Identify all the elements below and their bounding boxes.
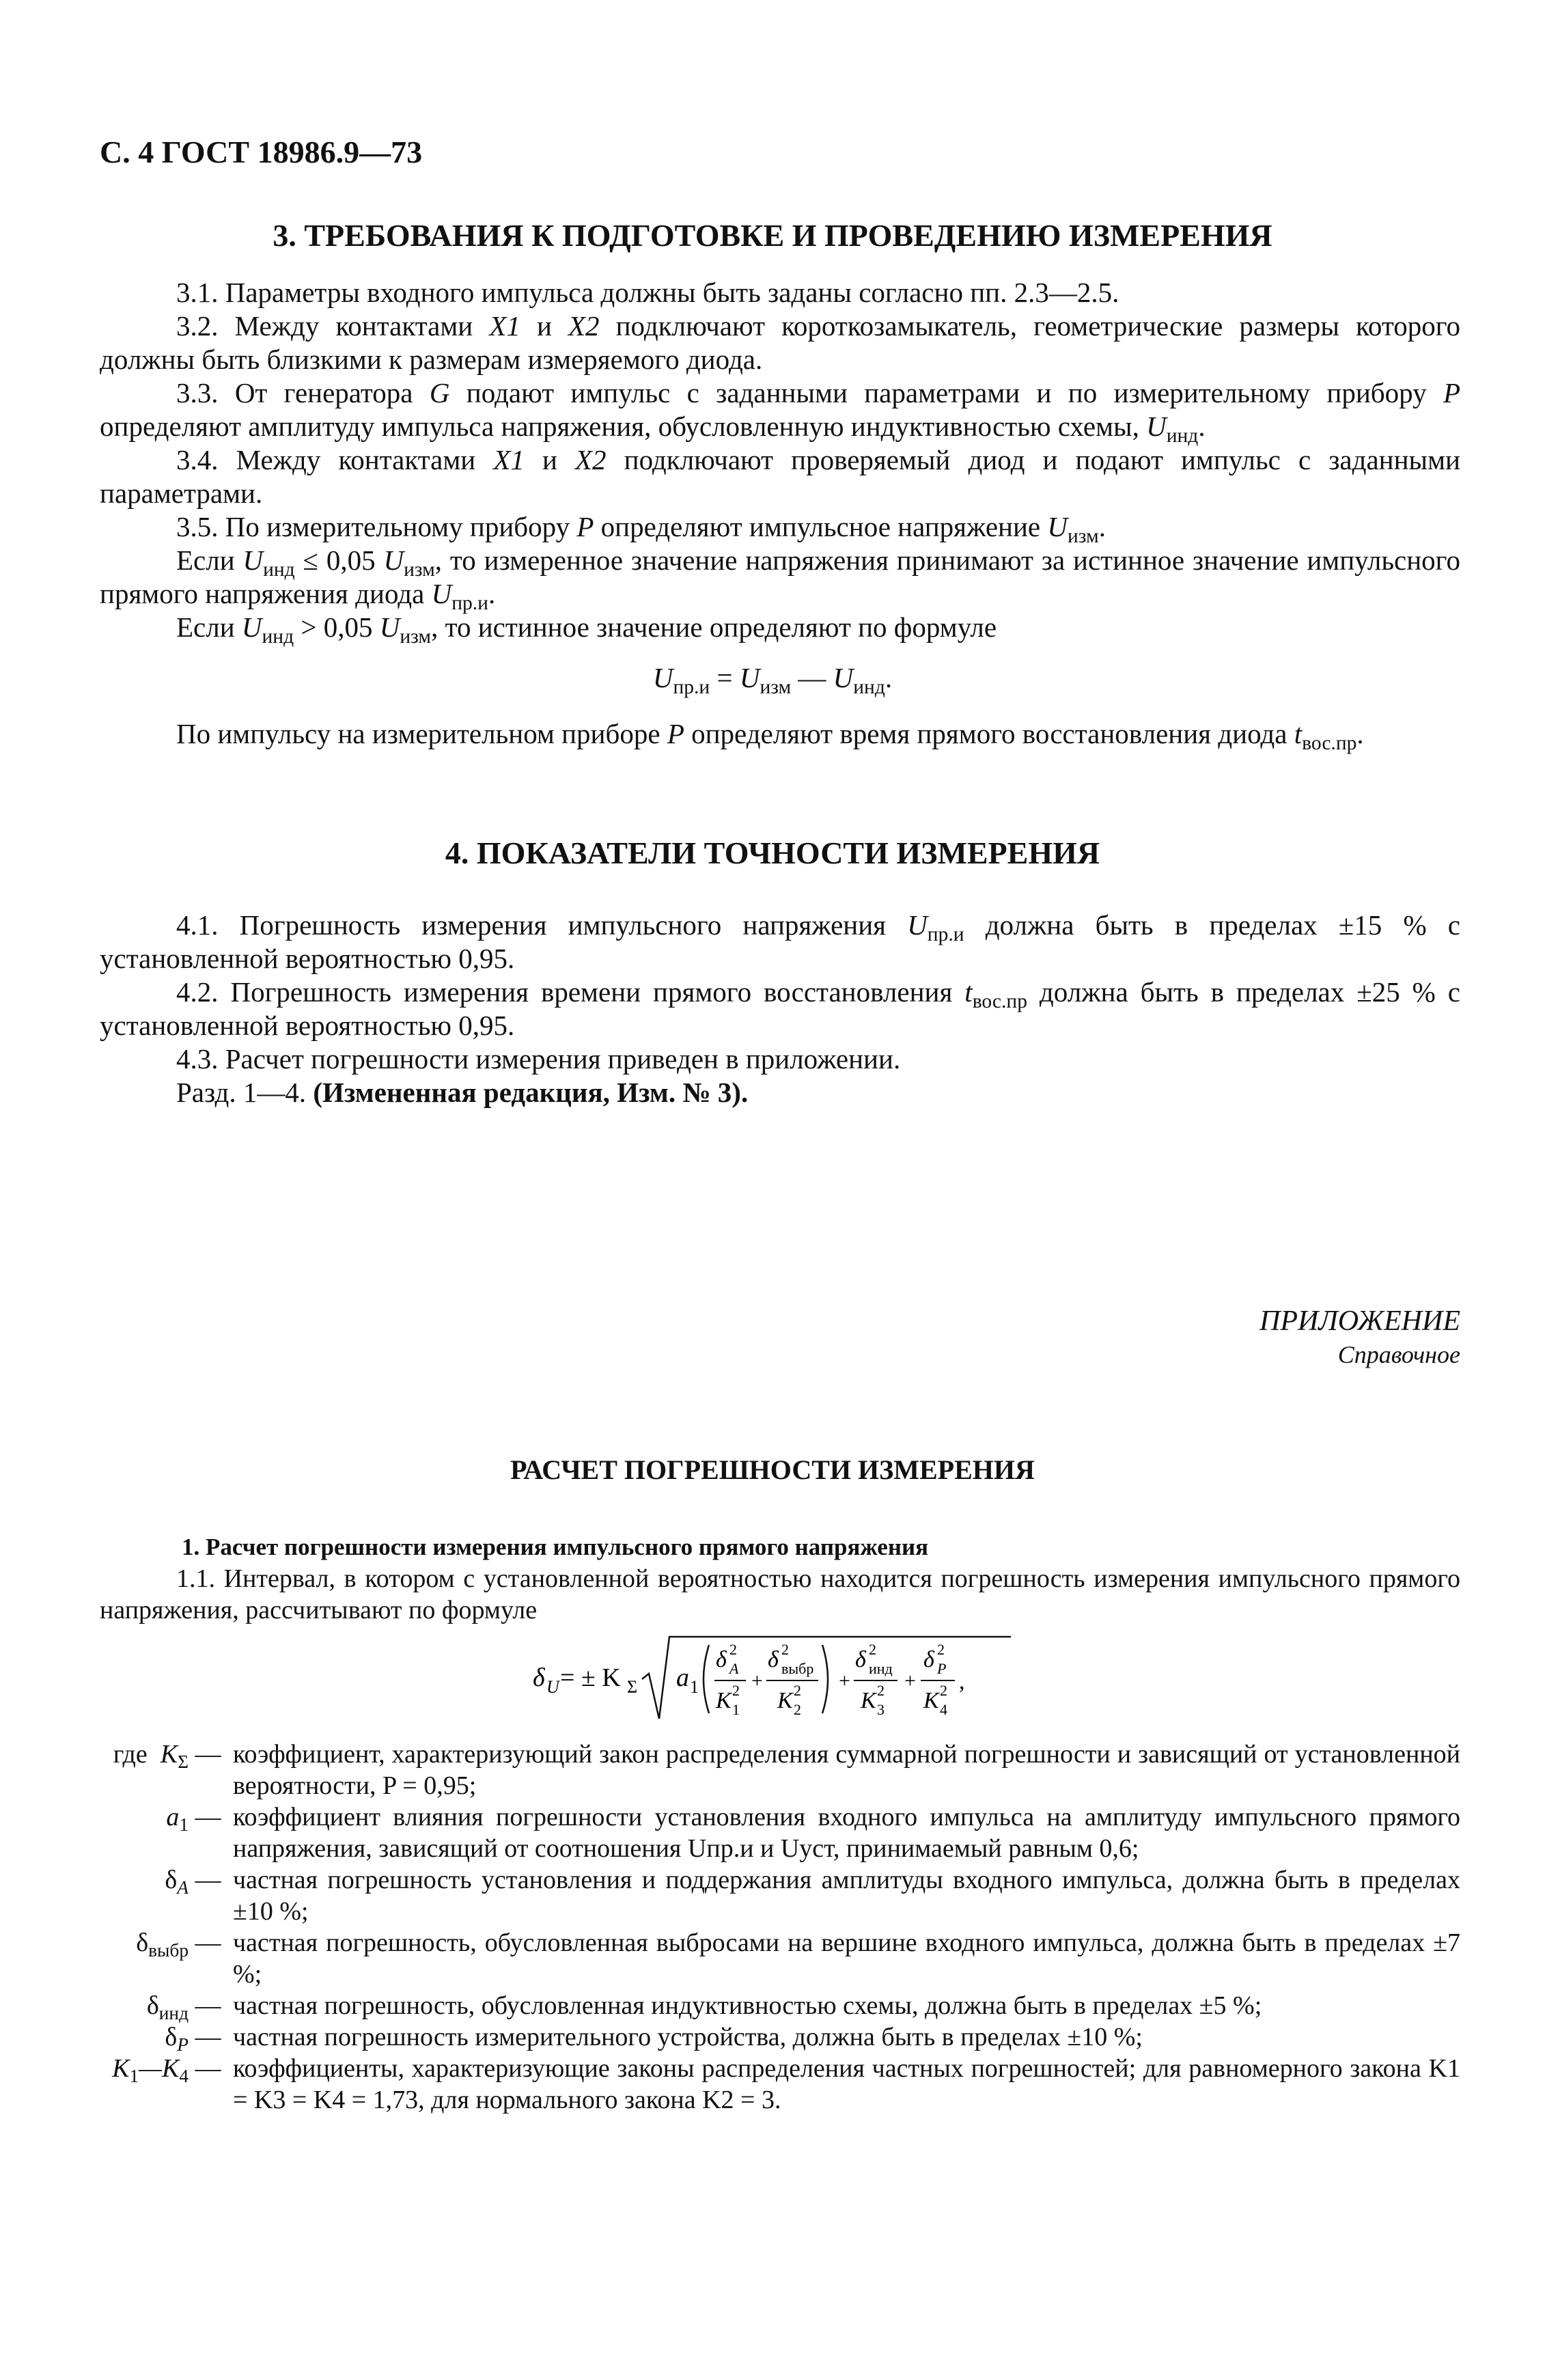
paragraph-if-2: Если $U_{инд} > 0,05$ $U_{изм}$, то истинное значение определяют по формуле [176, 611, 997, 648]
svg-text:1: 1 [690, 1677, 699, 1697]
section-3-title: 3. ТРЕБОВАНИЯ К ПОДГОТОВКЕ И ПРОВЕДЕНИЮ ИЗМЕРЕНИЯ [273, 218, 1272, 253]
definitions-list [100, 1739, 1460, 2116]
svg-text:2: 2 [869, 1641, 876, 1658]
svg-text:2: 2 [877, 1682, 885, 1699]
svg-text:Σ: Σ [627, 1677, 638, 1697]
paragraph-4-3: 4.3. Расчет погрешности измерения приведен в приложении. [176, 1043, 901, 1075]
svg-text:+: + [904, 1670, 916, 1692]
paragraph-if-1: Если $U_{инд} \le 0,05$ $U_{изм}$, то измеренное значение напряжения принимают за истинное значение импульсного прямого напряжения диода $U_{пр.и}$. [100, 544, 1460, 614]
definition-k1-k4: $K_1—K_4$ — коэффициенты, характеризующие законы распределения частных погрешностей; для равномерного закона K1 = K3 = K4 = 1,73, для нормального закона K2 = 3. [112, 2054, 1460, 2114]
svg-text:δ: δ [768, 1647, 779, 1672]
svg-text:= ± K: = ± K [560, 1663, 621, 1692]
paragraph-3-5: 3.5. По измерительному прибору P определяют импульсное напряжение $U_{изм}$. [176, 511, 1106, 547]
formula-true-voltage: $U_{пр.и} = U_{изм}$ — $U_{инд}$. [652, 662, 893, 698]
svg-text:δ: δ [533, 1663, 545, 1692]
svg-text:3: 3 [877, 1701, 885, 1718]
appendix-subtitle-1: 1. Расчет погрешности измерения импульсного прямого напряжения [182, 1534, 929, 1560]
svg-text:+: + [839, 1670, 850, 1692]
paragraph-3-3: 3.3. От генератора G подают импульс с заданными параметрами и по измерительному прибору P определяют амплитуду импульса напряжения, обусловленную индуктивностью схемы, $U_{инд}$. [100, 377, 1460, 447]
appendix-title: РАСЧЕТ ПОГРЕШНОСТИ ИЗМЕРЕНИЯ [510, 1454, 1035, 1485]
svg-text:2: 2 [794, 1682, 801, 1699]
svg-text:δ: δ [923, 1647, 934, 1672]
svg-text:K: K [923, 1688, 939, 1713]
svg-text:2: 2 [794, 1701, 801, 1718]
svg-text:K: K [777, 1688, 793, 1713]
where-word: где [113, 1740, 148, 1769]
svg-text:инд: инд [869, 1660, 893, 1677]
svg-text:2: 2 [937, 1641, 945, 1658]
svg-text:1: 1 [732, 1701, 740, 1718]
svg-text:U: U [546, 1677, 559, 1697]
definition-delta-p: $\delta_P$ — частная погрешность измерительного устройства, должна быть в пределах ±10 %; [165, 2023, 1143, 2056]
svg-text:K: K [861, 1688, 876, 1713]
paragraph-3-2: 3.2. Между контактами X1 и X2 подключают короткозамыкатель, геометрические размеры которого должны быть близкими к размерам измеряемого диода. [100, 310, 1460, 375]
svg-text:K: K [716, 1688, 732, 1713]
paragraph-4-1: 4.1. Погрешность измерения импульсного напряжения $U_{пр.и}$ должна быть в пределах ±15 % с установленной вероятностью 0,95. [100, 909, 1460, 974]
section-4-title: 4. ПОКАЗАТЕЛИ ТОЧНОСТИ ИЗМЕРЕНИЯ [445, 835, 1100, 870]
appendix-sublabel: Справочное [1337, 1341, 1460, 1368]
svg-text:выбр: выбр [781, 1660, 814, 1677]
paragraph-a-1-1: 1.1. Интервал, в котором с установленной вероятностью находится погрешность измерения импульсного прямого напряжения, рассчитывают по формуле [100, 1564, 1460, 1624]
amendment-note: Разд. 1—4. (Измененная редакция, Изм. № 3). [176, 1077, 749, 1108]
definition-delta-vybr: $\delta_{выбр}$ — частная погрешность, обусловленная выбросами на вершине входного импульса, должна быть в пределах ±7 %; [136, 1928, 1460, 1989]
svg-text:,: , [959, 1669, 965, 1694]
definition-delta-ind: $\delta_{инд}$ — частная погрешность, обусловленная индуктивностью схемы, должна быть в пределах ±5 %; [146, 1991, 1262, 2024]
paragraph-pulse: По импульсу на измерительном приборе P определяют время прямого восстановления диода $t_{вос.пр}$. [176, 718, 1364, 754]
svg-text:2: 2 [729, 1641, 737, 1658]
svg-text:4: 4 [940, 1701, 947, 1718]
paragraph-4-2: 4.2. Погрешность измерения времени прямого восстановления $t_{вос.пр}$ должна быть в пределах ±25 % с установленной вероятностью 0,95. [100, 976, 1460, 1041]
svg-text:2: 2 [781, 1641, 789, 1658]
definition-delta-a: $\delta_A$ — частная погрешность установления и поддержания амплитуды входного импульса, должна быть в пределах ±10 %; [165, 1866, 1460, 1926]
formula-error-interval [533, 1631, 1066, 1727]
svg-text:2: 2 [732, 1682, 740, 1699]
svg-text:2: 2 [940, 1682, 947, 1699]
page-header: С. 4 ГОСТ 18986.9—73 [100, 135, 423, 169]
definition-a1: $a_1$ — коэффициент влияния погрешности установления входного импульса на амплитуду импульсного прямого напряжения, зависящий от соотношения Uпр.и и Uуст, принимаемый равным 0,6; [166, 1803, 1460, 1863]
svg-text:P: P [937, 1660, 947, 1677]
svg-text:δ: δ [716, 1647, 727, 1672]
svg-text:a: a [676, 1663, 689, 1692]
paragraph-3-4: 3.4. Между контактами X1 и X2 подключают проверяемый диод и подают импульс с заданными параметрами. [100, 444, 1460, 509]
paragraph-3-1: 3.1. Параметры входного импульса должны быть заданы согласно пп. 2.3—2.5. [176, 277, 1119, 308]
appendix-label: ПРИЛОЖЕНИЕ [1259, 1305, 1460, 1337]
definition-k-sigma: где $K_\Sigma$ — коэффициент, характеризующий закон распределения суммарной погрешности и зависящий от установленной вероятности, P = 0,95; [113, 1740, 1460, 1800]
svg-text:δ: δ [855, 1647, 866, 1672]
svg-text:+: + [751, 1670, 763, 1692]
svg-text:A: A [729, 1660, 739, 1677]
